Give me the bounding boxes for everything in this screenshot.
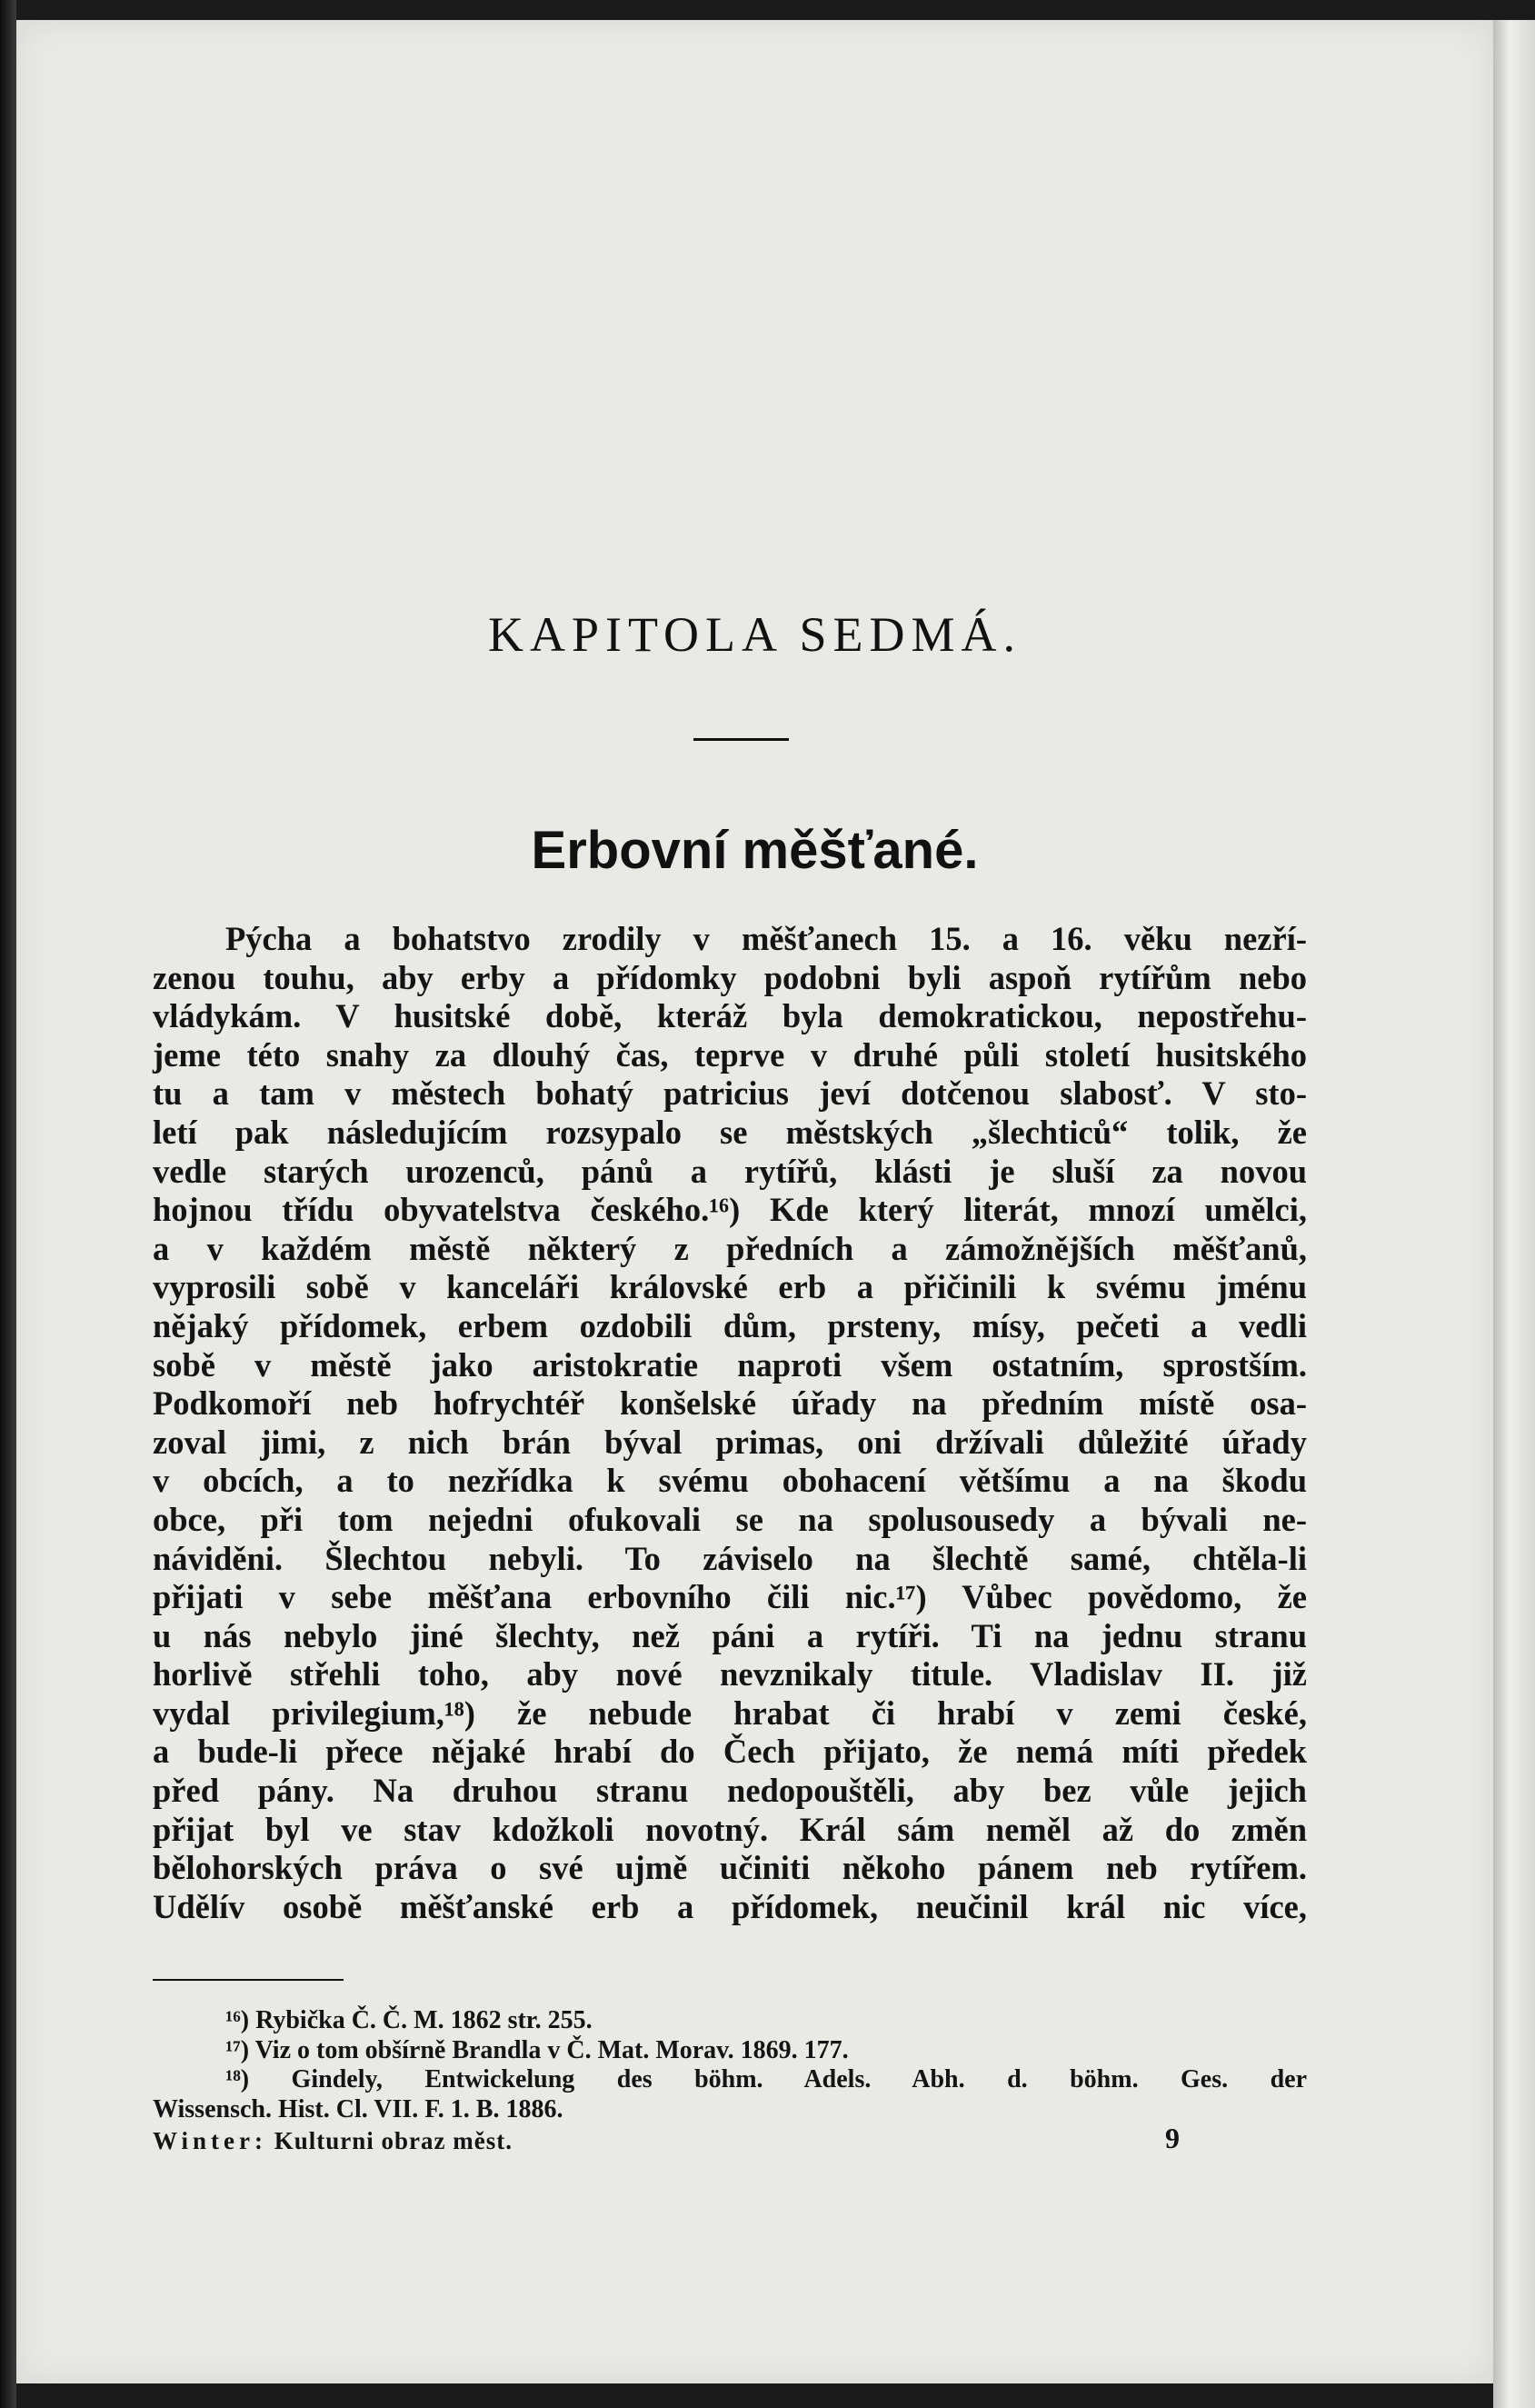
body-line: před pány. Na druhou stranu nedopouštěli, aby bez vůle jejich <box>153 1772 1307 1810</box>
body-line: v obcích, a to nezřídka k svému obohacení většímu a na škodu <box>153 1462 1307 1500</box>
body-line: u nás nebylo jiné šlechty, než páni a rytíři. Ti na jednu stranu <box>153 1616 1307 1654</box>
body-line: zoval jimi, z nich brán býval primas, oni držívali důležité úřady <box>153 1423 1307 1461</box>
page-footer <box>153 2122 1180 2155</box>
body-line: vládykám. V husitské době, kteráž byla demokratickou, nepostřehu- <box>153 997 1307 1035</box>
footnote-18: ¹⁸) Gindely, Entwickelung des böhm. Adels. Abh. d. böhm. Ges. der <box>225 2065 1307 2093</box>
body-line: hojnou třídu obyvatelstva českého.¹⁶) Kde který literát, mnozí umělci, <box>153 1191 1307 1229</box>
book-page <box>16 20 1493 2383</box>
page-edge-shadow <box>1493 20 1535 2408</box>
footnotes <box>153 2006 1307 2124</box>
page-number: 9 <box>1165 2122 1180 2154</box>
body-line: Podkomoří neb hofrychtéř konšelské úřady na předním místě osa- <box>153 1384 1307 1423</box>
body-line: jeme této snahy za dlouhý čas, teprve v druhé půli století husitského <box>153 1035 1307 1074</box>
heading-divider <box>693 738 789 741</box>
body-line: tu a tam v městech bohatý patricius jeví dotčenou slabosť. V sto- <box>153 1074 1307 1113</box>
body-line: letí pak následujícím rozsypalo se městských „šlechticů“ tolik, že <box>153 1113 1307 1151</box>
body-line: vydal privilegium,¹⁸) že nebude hrabat či hrabí v zemi české, <box>153 1694 1307 1732</box>
signature-author: Winter: <box>153 2127 267 2154</box>
body-line: přijati v sebe měšťana erbovního čili nic.¹⁷) Vůbec povědomo, že <box>153 1578 1307 1616</box>
footnote-divider <box>153 1979 344 1981</box>
body-line: a v každém městě některý z předních a zámožnějších měšťanů, <box>153 1229 1307 1267</box>
footnote-17: ¹⁷) Viz o tom obšírně Brandla v Č. Mat. Morav. 1869. 177. <box>225 2035 849 2064</box>
body-line: vyprosili sobě v kanceláři královské erb a přičinili k svému jménu <box>153 1268 1307 1306</box>
chapter-heading: KAPITOLA SEDMÁ. <box>487 607 1022 662</box>
body-line: zenou touhu, aby erby a přídomky podobni byli aspoň rytířům nebo <box>153 958 1307 996</box>
signature-line <box>153 2127 513 2154</box>
body-line: přijat byl ve stav kdožkoli novotný. Král sám neměl až do změn <box>153 1810 1307 1848</box>
body-line: vedle starých urozenců, pánů a rytířů, klásti je sluší za novou <box>153 1152 1307 1190</box>
body-line: sobě v městě jako aristokratie naproti všem ostatním, sprostším. <box>153 1345 1307 1384</box>
body-line: Udělív osobě měšťanské erb a přídomek, neučinil král nic více, <box>153 1887 1307 1925</box>
signature-work: Kulturni obraz měst. <box>274 2127 513 2154</box>
book-spine-shadow <box>0 0 16 2408</box>
body-line: náviděni. Šlechtou nebyli. To záviselo na šlechtě samé, chtěla-li <box>153 1539 1307 1577</box>
body-line: a bude-li přece nějaké hrabí do Čech přijato, že nemá míti předek <box>153 1733 1307 1771</box>
body-line: bělohorských práva o své ujmě učiniti někoho pánem neb rytířem. <box>153 1849 1307 1887</box>
body-line: horlivě střehli toho, aby nové nevznikaly titule. Vladislav II. již <box>153 1655 1307 1694</box>
body-line: obce, při tom nejedni ofukovali se na spolusousedy a bývali ne- <box>153 1500 1307 1538</box>
footnote-16: ¹⁶) Rybička Č. Č. M. 1862 str. 255. <box>225 2006 593 2034</box>
body-line: nějaký přídomek, erbem ozdobili dům, prsteny, mísy, pečeti a vedli <box>153 1306 1307 1344</box>
body-line: Pýcha a bohatstvo zrodily v měšťanech 15. a 16. věku nezří- <box>225 920 1307 957</box>
body-paragraph <box>153 920 1307 1926</box>
chapter-title: Erbovní měšťané. <box>531 821 979 880</box>
footnote-18-continued: Wissensch. Hist. Cl. VII. F. 1. B. 1886. <box>153 2094 563 2123</box>
